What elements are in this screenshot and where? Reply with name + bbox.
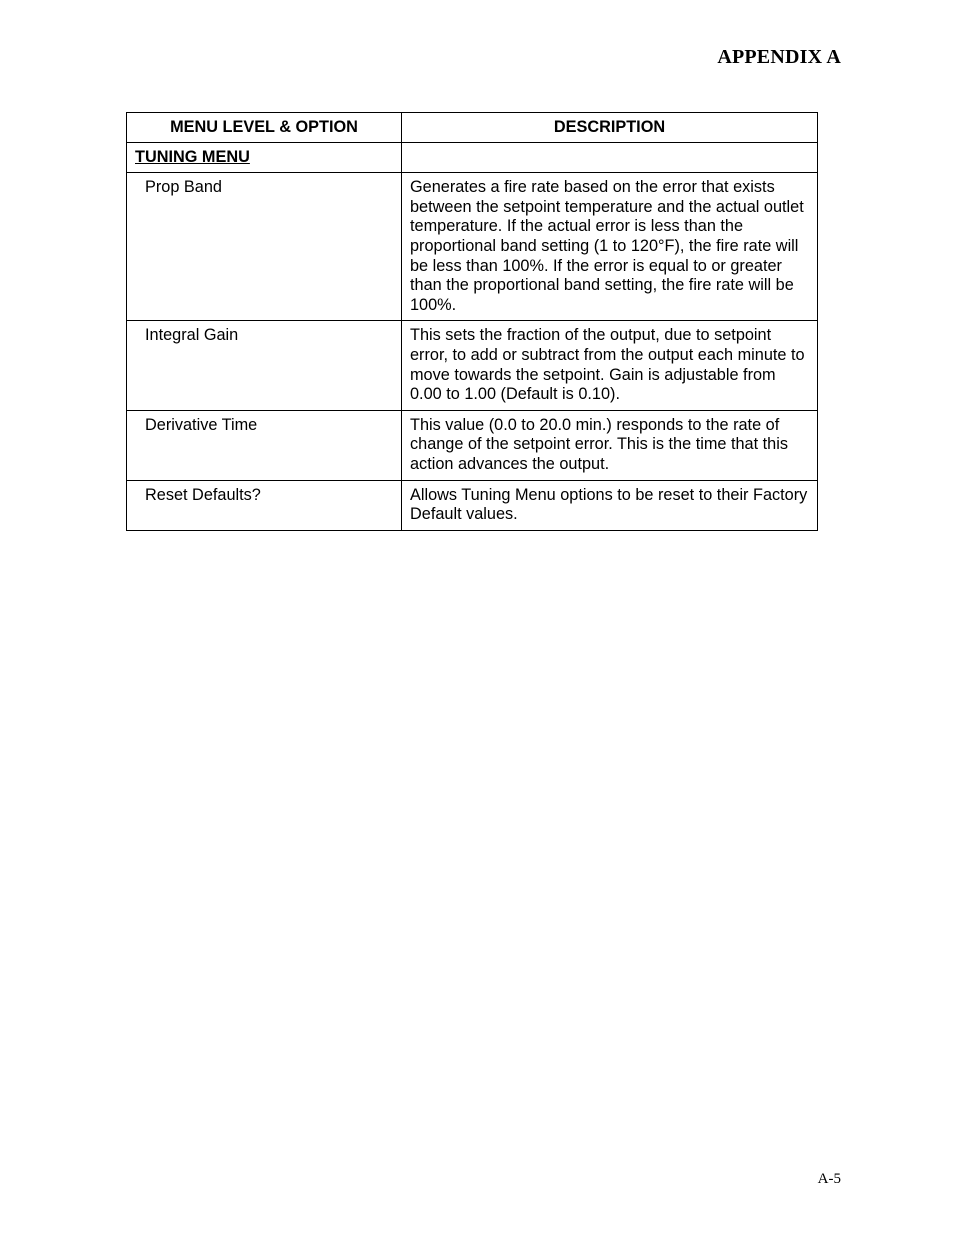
menu-options-table	[126, 112, 818, 531]
column-header-menu-level: MENU LEVEL & OPTION	[127, 113, 402, 143]
description-cell-derivative-time: This value (0.0 to 20.0 min.) responds to the rate of change of the setpoint error. This is the time that this action advances the output.	[402, 410, 818, 480]
column-header-description: DESCRIPTION	[402, 113, 818, 143]
section-label-tuning-menu: TUNING MENU	[135, 147, 250, 166]
option-cell-integral-gain: Integral Gain	[127, 321, 402, 410]
page-number: A-5	[817, 1171, 841, 1187]
table-header-row	[127, 113, 818, 143]
option-cell-reset-defaults: Reset Defaults?	[127, 480, 402, 530]
option-cell-derivative-time: Derivative Time	[127, 410, 402, 480]
page-title: APPENDIX A	[717, 46, 841, 68]
section-row	[127, 142, 818, 173]
section-label-cell	[127, 142, 402, 173]
option-cell-prop-band: Prop Band	[127, 173, 402, 321]
section-empty-cell	[402, 142, 818, 173]
description-cell-integral-gain: This sets the fraction of the output, due to setpoint error, to add or subtract from the output each minute to move towards the setpoint. Gain is adjustable from 0.00 to 1.00 (Default is 0.10).	[402, 321, 818, 410]
table-row	[127, 321, 818, 410]
table-row	[127, 173, 818, 321]
table-row	[127, 410, 818, 480]
description-cell-reset-defaults: Allows Tuning Menu options to be reset to their Factory Default values.	[402, 480, 818, 530]
description-cell-prop-band: Generates a fire rate based on the error that exists between the setpoint temperature and the actual outlet temperature. If the actual error is less than the proportional band setting (1 to 120°F), the fire rate will be less than 100%. If the error is equal to or greater than the proportional band setting, the fire rate will be 100%.	[402, 173, 818, 321]
table-row	[127, 480, 818, 530]
